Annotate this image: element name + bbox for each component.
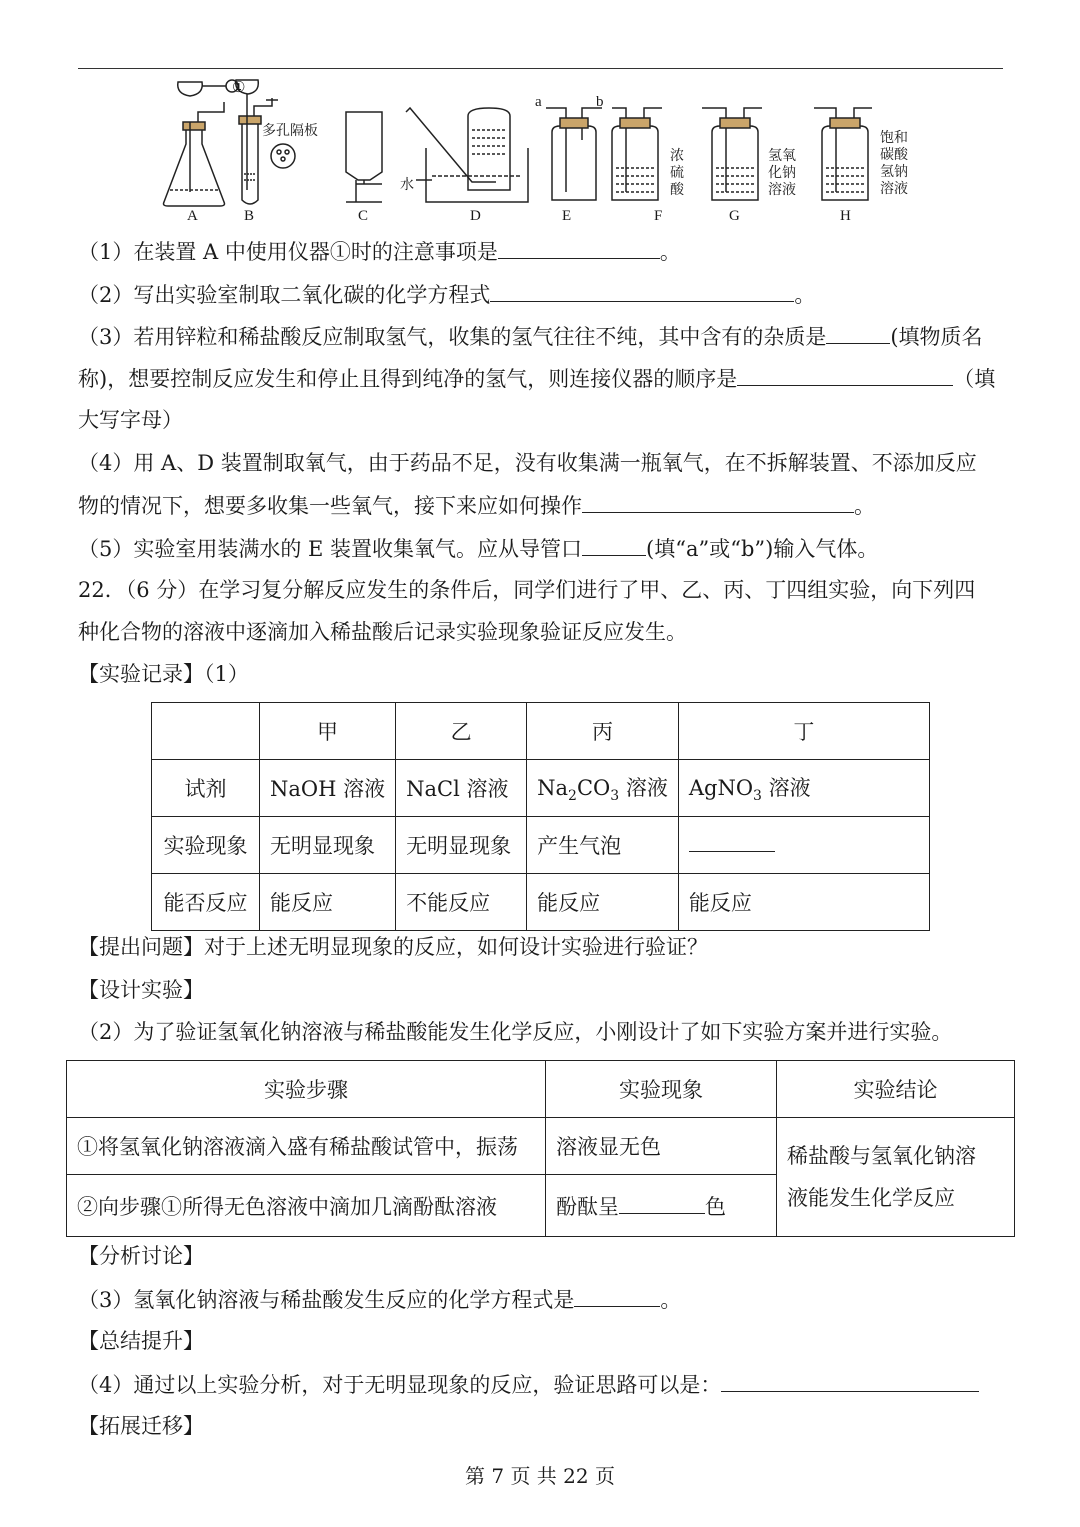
phenomenon-jia: 无明显现象 [260,817,396,874]
observation-2: 酚酞呈 色 [546,1175,777,1237]
experiment-design-table [66,1060,1015,1237]
apparatus-f [612,108,662,200]
step-1: ①将氢氧化钠溶液滴入盛有稀盐酸试管中，振荡 [67,1118,546,1175]
experiment-record-table [151,702,930,931]
q22-p3-blank[interactable] [574,1284,660,1307]
design-heading: 【设计实验】 [78,978,204,1002]
table1-corner [152,703,260,760]
circle-marker: ① [232,80,246,96]
label-c: C [358,208,369,224]
label-g: G [729,208,740,224]
q21-part2: （2）写出实验室制取二氧化碳的化学方程式 。 [78,279,815,310]
porous-plate-label: 多孔隔板 [262,123,318,139]
col-bing: 丙 [527,703,679,760]
label-a: A [187,208,198,224]
reaction-bing: 能反应 [527,874,679,931]
apparatus-g [702,108,762,200]
apparatus-c [346,112,382,202]
reagent-bing: $Na_2CO_3$ 溶液 [527,760,679,817]
extend-heading: 【拓展迁移】 [78,1414,204,1438]
step-2: ②向步骤①所得无色溶液中滴加几滴酚酞溶液 [67,1175,546,1237]
reaction-jia: 能反应 [260,874,396,931]
q21-p3-impurity-blank[interactable] [826,321,890,344]
q21-part1: （1）在装置 A 中使用仪器①时的注意事项是 。 [78,236,681,267]
col-observation: 实验现象 [546,1061,777,1118]
reagent-jia: NaOH 溶液 [260,760,396,817]
q22-intro-line2: 种化合物的溶液中逐滴加入稀盐酸后记录实验现象验证反应发生。 [78,620,687,644]
phenomenon-ding-blank[interactable] [689,833,775,852]
reaction-yi: 不能反应 [396,874,527,931]
water-label: 水 [400,177,414,193]
q22-intro-line1: 22．（6 分）在学习复分解反应发生的条件后，同学们进行了甲、乙、丙、丁四组实验，向下列四 [78,578,976,602]
design-text: （2）为了验证氢氧化钠溶液与稀盐酸能发生化学反应，小刚设计了如下实验方案并进行实验。 [78,1020,953,1044]
apparatus-h [814,108,872,200]
label-f: F [654,208,663,224]
col-steps: 实验步骤 [67,1061,546,1118]
q21-part4-line2: 物的情况下，想要多收集一些氧气，接下来应如何操作 。 [78,490,875,521]
col-conclusion: 实验结论 [777,1061,1015,1118]
q21-p1-blank[interactable] [498,236,660,259]
q22-part4: （4）通过以上实验分析，对于无明显现象的反应，验证思路可以是： [78,1369,979,1400]
reagent-ding: AgNO$_3$ 溶液 [678,760,929,817]
apparatus-a [164,80,239,206]
q21-p2-blank[interactable] [490,279,794,302]
col-jia: 甲 [260,703,396,760]
header-rule [78,68,1003,69]
label-e: E [562,208,572,224]
q21-p5-blank[interactable] [582,533,646,556]
q21-p4-blank[interactable] [582,490,854,513]
q21-part4-line1: （4）用 A、D 装置制取氧气，由于药品不足，没有收集满一瓶氧气，在不拆解装置、不添加反应 [78,451,977,475]
apparatus-d [406,108,528,202]
col-yi: 乙 [396,703,527,760]
row-phenomenon-label: 实验现象 [152,817,260,874]
phenomenon-ding [678,817,929,874]
record-heading: 【实验记录】（1） [78,662,249,686]
q22-part3: （3）氢氧化钠溶液与稀盐酸发生反应的化学方程式是 。 [78,1284,681,1315]
conclusion: 稀盐酸与氢氧化钠溶 液能发生化学反应 [777,1118,1015,1237]
row-reaction-label: 能否反应 [152,874,260,931]
apparatus-e [546,108,602,200]
label-d: D [470,208,481,224]
reaction-ding: 能反应 [678,874,929,931]
apparatus-b [236,80,295,204]
q22-p4-blank[interactable] [721,1369,979,1392]
phenomenon-yi: 无明显现象 [396,817,527,874]
analysis-heading: 【分析讨论】 [78,1244,204,1268]
pipe-b-label: b [596,94,604,110]
col-ding: 丁 [678,703,929,760]
q21-part5: （5）实验室用装满水的 E 装置收集氧气。应从导管口 (填“a”或“b”)输入气体。 [78,533,878,564]
h-liquid-label: 饱和 碳酸 氢钠 溶液 [880,130,908,197]
q21-part3-line1: （3）若用锌粒和稀盐酸反应制取氢气，收集的氢气往往不纯，其中含有的杂质是 (填物质名 [78,321,983,352]
reagent-yi: NaCl 溶液 [396,760,527,817]
q21-part3-line2: 称)，想要控制反应发生和停止且得到纯净的氢气，则连接仪器的顺序是 （填 [78,363,995,394]
phenolphthalein-color-blank[interactable] [619,1195,705,1214]
summary-heading: 【总结提升】 [78,1329,204,1353]
label-h: H [840,208,851,224]
label-b: B [244,208,255,224]
pipe-a-label: a [535,94,542,110]
q21-p3-order-blank[interactable] [737,363,953,386]
phenomenon-bing: 产生气泡 [527,817,679,874]
row-reagent-label: 试剂 [152,760,260,817]
f-liquid-label: 浓 硫 酸 [670,148,684,198]
observation-1: 溶液显无色 [546,1118,777,1175]
q21-part3-line3: 大写字母） [78,408,183,432]
page-footer: 第 7 页 共 22 页 [465,1464,615,1488]
g-liquid-label: 氢氧 化钠 溶液 [768,148,796,198]
question-heading: 【提出问题】对于上述无明显现象的反应，如何设计实验进行验证？ [78,935,708,959]
